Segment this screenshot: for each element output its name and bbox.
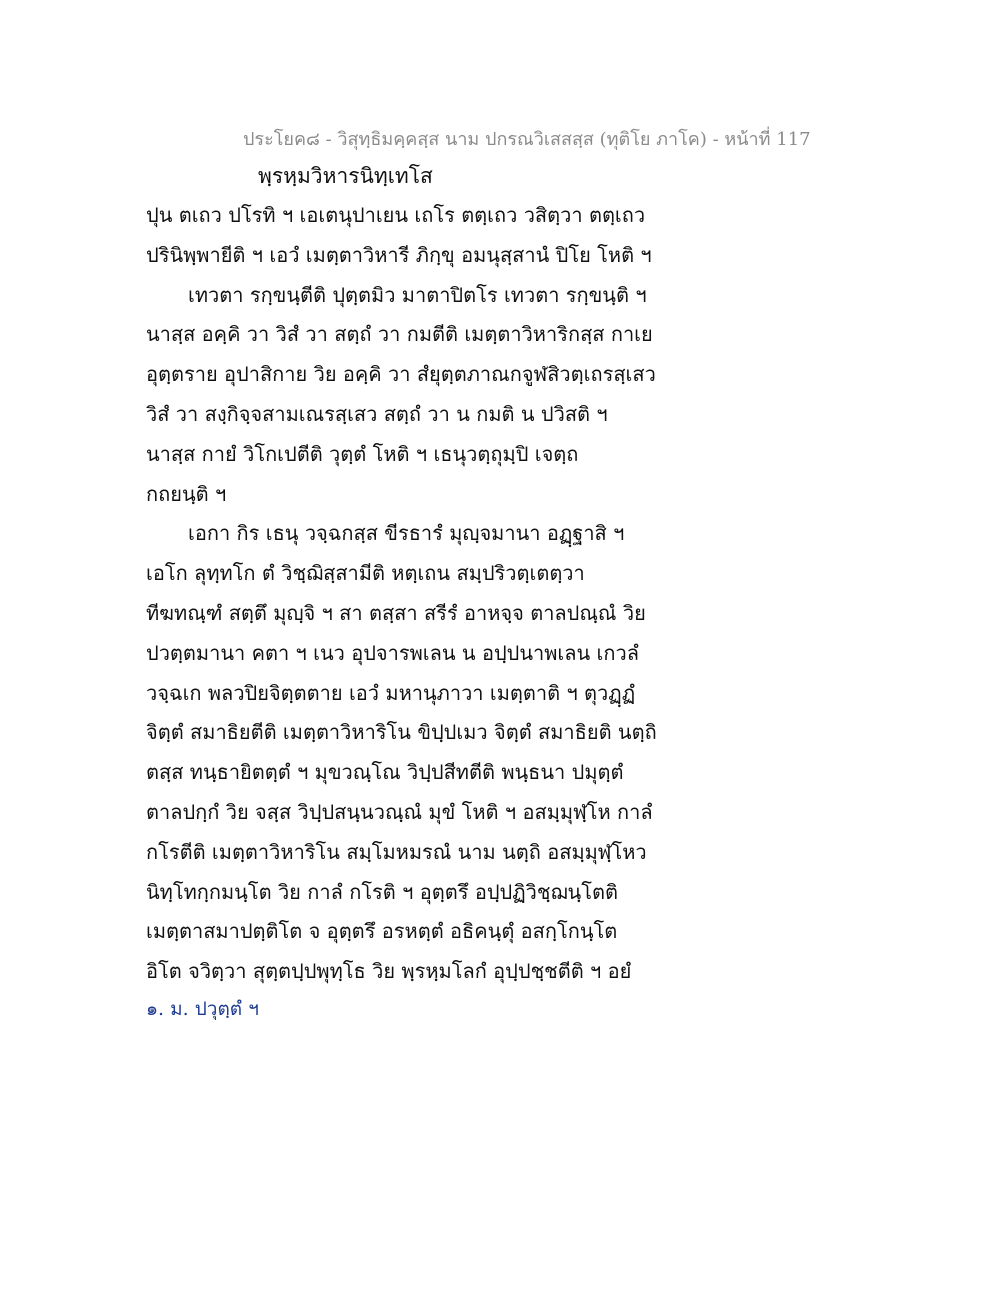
text-line: ปรินิพฺพายีติ ฯ เอวํ เมตฺตาวิหารี ภิกฺขุ อมนุสฺสานํ ปิโย โหติ ฯ [146,242,652,267]
text-line: ตาลปกฺกํ วิย จสฺส วิปฺปสนฺนวณฺณํ มุขํ โหติ ฯ อสมฺมุฬฺโห กาลํ [146,799,653,824]
text-line: กถยนฺติ ฯ [146,481,227,506]
text-line: กโรตีติ เมตฺตาวิหาริโน สมฺโมหมรณํ นาม นตฺถิ อสมฺมุฬฺโหว [146,839,647,864]
text-line: ปุน ตเถว ปโรทิ ฯ เอเตนุปาเยน เถโร ตตฺเถว วสิตฺวา ตตฺเถว [146,203,646,227]
footnote: ๑. ม. ปวุตฺตํ ฯ [146,998,259,1020]
text-line: เมตฺตาสมาปตฺติโต จ อุตฺตรึ อรหตฺตํ อธิคนฺตุํ อสกฺโกนฺโต [146,919,618,944]
text-line: ตสฺส ทนฺธายิตตฺตํ ฯ มุขวณฺโณ วิปฺปสีทตีติ พนฺธนา ปมุตฺตํ [146,760,624,785]
text-line: นิทฺโทกฺกมนฺโต วิย กาลํ กโรติ ฯ อุตฺตรึ อปฺปฏิวิชฺฌนฺโตติ [146,879,618,904]
text-line: ปวตฺตมานา คตา ฯ เนว อุปจารพเลน น อปฺปนาพเลน เกวลํ [146,640,639,665]
text-line: วิสํ วา สงฺกิจฺจสามเณรสฺเสว สตฺถํ วา น กมติ น ปวิสติ ฯ [146,401,608,426]
text-line: อิโต จวิตฺวา สุตฺตปฺปพุทฺโธ วิย พฺรหฺมโลกํ อุปฺปชฺชตีติ ฯ อยํ [146,959,632,984]
running-header: ประโยค๘ - วิสุทฺธิมคฺคสฺส นาม ปกรณวิเสสสฺส (ทุติโย ภาโค) - หน้าที่ 117 [243,129,811,150]
text-line: นาสฺส อคฺคิ วา วิสํ วา สตฺถํ วา กมตีติ เมตฺตาวิหาริกสฺส กาเย [146,322,653,347]
text-line: วจฺฉเก พลวปิยจิตฺตตาย เอวํ มหานุภาวา เมตฺตาติ ฯ ตุวฏฺฏํ [146,680,636,705]
text-line: อุตฺตราย อุปาสิกาย วิย อคฺคิ วา สํยุตฺตภาณกจูฬสิวตฺเถรสฺเสว [146,362,656,387]
text-line: ทีฆทณฺฑํ สตฺตึ มุญฺจิ ฯ สา ตสฺสา สรีรํ อาหจฺจ ตาลปณฺณํ วิย [146,600,646,625]
text-line: นาสฺส กายํ วิโกเปตีติ วุตฺตํ โหติ ฯ เธนุวตฺถุมฺปิ เจตฺถ [146,441,579,466]
text-line: เอกา กิร เธนุ วจฺฉกสฺส ขีรธารํ มุญฺจมานา อฏฺฐาสิ ฯ [188,521,625,546]
text-line: เทวตา รกฺขนฺตีติ ปุตฺตมิว มาตาปิตโร เทวตา รกฺขนฺติ ฯ [188,282,647,307]
text-line: เอโก ลุทฺทโก ตํ วิชฺฌิสฺสามีติ หตฺเถน สมฺปริวตฺเตตฺวา [146,561,585,586]
section-title: พฺรหฺมวิหารนิทฺเทโส [258,164,433,188]
text-line: จิตฺตํ สมาธิยตีติ เมตฺตาวิหาริโน ขิปฺปเมว จิตฺตํ สมาธิยติ นตฺถิ [146,720,657,745]
body-text [146,198,706,994]
